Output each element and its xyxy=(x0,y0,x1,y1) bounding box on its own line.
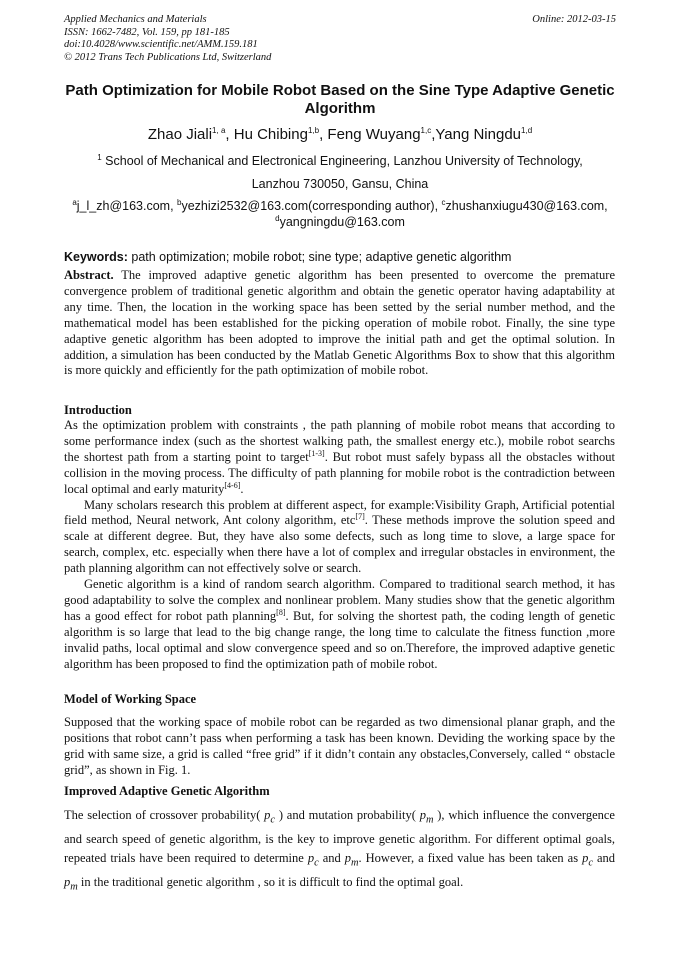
improved-body xyxy=(64,806,615,897)
paragraph xyxy=(64,418,615,498)
math-pm: $p_m$ xyxy=(344,850,359,869)
paragraph-text: . These methods improve the solution speed and scale at different degree. But, they have also some defects, such as long time to slove, a large space for search, complex, etc. especially when there have a lot of complex and irregular obstacles in environment, the path planning algorithm can not effectively solve or search. xyxy=(64,513,615,576)
paragraph-text: Genetic algorithm is a kind of random search algorithm. Compared to traditional search method, it has good adaptability to solve the complex and nonlinear problem. Many studies show that the genetic algorithm has a good effect for robot path planning xyxy=(64,577,615,623)
paragraph-text: ) and mutation probability( xyxy=(275,808,420,822)
author-emails xyxy=(40,198,640,230)
math-pc: $p_c$ xyxy=(307,850,319,869)
author-name: Hu Chibing xyxy=(233,126,308,143)
citation: [7] xyxy=(355,512,365,522)
journal-doi: doi:10.4028/www.scientific.net/AMM.159.181 xyxy=(64,39,258,50)
email-b[interactable]: yezhizi2532@163.com(corresponding author), xyxy=(181,199,442,213)
journal-header xyxy=(64,14,616,64)
paragraph-text: . But robot must safely bypass all the obstacles without collision in the moving process. The difficulty of path planning for mobile robot is the contradiction between local optimal and early maturity xyxy=(64,449,615,496)
keywords xyxy=(64,250,616,264)
email-sup: c xyxy=(441,197,446,207)
email-sup: a xyxy=(72,197,77,207)
author-name: Zhao Jiali xyxy=(147,126,213,143)
affiliation-sup: 1 xyxy=(97,152,102,162)
paragraph: Supposed that the working space of mobile robot can be regarded as two dimensional planar graph, and the positions that robot cann’t pass when performing a task has been known. Deviding the working space by the grid with same size, a grid is called “free grid” if it didn’t contain any obstacles,Conversely, called “ obstacle grid”, as shown in Fig. 1. xyxy=(64,715,615,777)
keywords-text: path optimization; mobile robot; sine type; adaptive genetic algorithm xyxy=(127,250,512,264)
citation: [1-3] xyxy=(308,448,325,458)
abstract-text: The improved adaptive genetic algorithm has been presented to overcome the premature convergence problem of traditional genetic algorithm and obtain the genetic operator having adaptability at any time. Then, the location in the working space has been setted by the serial number method, and the mathematical model has been established for the picking operation of mobile robot. Finally, the sine type adaptive genetic algorithm has been adopted to improve the initial path and get the optimal solution. In addition, a simulation has been conducted by the Matlab Genetic Algorithms Box to show that this algorithm is more quickly and efficiently for the path optimization of mobile robot. xyxy=(64,268,615,378)
paragraph-text: and xyxy=(318,850,345,865)
journal-name: Applied Mechanics and Materials xyxy=(64,14,207,25)
author-affil-sup: 1,b xyxy=(307,126,320,135)
math-pc: $p_c$ xyxy=(264,808,276,826)
math-pm: $p_m$ xyxy=(64,874,78,893)
email-d[interactable]: yangningdu@163.com xyxy=(279,215,405,229)
math-pm: $p_m$ xyxy=(419,808,434,826)
abstract-label: Abstract. xyxy=(64,268,114,282)
citation: [8] xyxy=(276,607,286,617)
paragraph xyxy=(64,806,615,897)
introduction-body xyxy=(64,418,615,673)
paragraph-text: and xyxy=(592,850,615,865)
author-affil-sup: 1, a xyxy=(212,126,226,135)
paragraph-text: . xyxy=(240,481,244,496)
affiliation-line-2: Lanzhou 730050, Gansu, China xyxy=(251,177,429,191)
paragraph-text: The selection of crossover probability( xyxy=(64,808,265,822)
email-sup: d xyxy=(275,213,280,223)
email-a[interactable]: j_l_zh@163.com, xyxy=(76,199,178,213)
model-body xyxy=(64,715,615,779)
journal-issn: ISSN: 1662-7482, Vol. 159, pp 181-185 xyxy=(64,26,230,38)
paragraph-text: in the traditional genetic algorithm , so it is difficult to find the optimal goal. xyxy=(77,874,464,889)
paragraph xyxy=(64,577,615,672)
math-pc: $p_c$ xyxy=(582,850,593,869)
keywords-label: Keywords: xyxy=(64,250,128,264)
email-c[interactable]: zhushanxiugu430@163.com, xyxy=(445,199,608,213)
paragraph-text: . However, a fixed value has been taken as xyxy=(358,850,583,865)
paper-title: Path Optimization for Mobile Robot Based on the Sine Type Adaptive Genetic Algorithm xyxy=(65,82,615,117)
citation: [4-6] xyxy=(224,480,241,490)
author-name: Feng Wuyang xyxy=(327,126,421,143)
paragraph-text: . But, for solving the shortest path, the coding length of genetic algorithm is so large that lead to the big change range, the long time to calculate the fitness function ,more invalid paths, local optimal and slow convergence speed and so on.Therefore, the improved adaptive genetic algorithm has been proposed to find the optimization path of mobile robot. xyxy=(64,608,615,671)
author-affil-sup: 1,c xyxy=(420,126,432,135)
author-affil-sup: 1,d xyxy=(521,126,533,135)
paragraph xyxy=(64,498,615,578)
section-heading-introduction: Introduction xyxy=(64,403,132,417)
section-heading-improved: Improved Adaptive Genetic Algorithm xyxy=(64,784,270,798)
affiliation-line-1 xyxy=(40,154,640,168)
email-sup: b xyxy=(177,197,182,207)
paragraph-text: ), which influence the convergence and search speed of genetic algorithm, is the key to improve genetic algorithm. For different optimal goals, repeated trials have been required to determine xyxy=(64,808,615,865)
journal-copyright: © 2012 Trans Tech Publications Ltd, Switzerland xyxy=(64,51,272,63)
online-date: Online: 2012-03-15 xyxy=(532,14,616,25)
paragraph-text: Many scholars research this problem at different aspect, for example:Visibility Graph, Artificial potential field method, Neural network, Ant colony algorithm, etc xyxy=(64,497,615,528)
affiliation-text: School of Mechanical and Electronical Engineering, Lanzhou University of Technology, xyxy=(105,154,583,168)
author-name: Yang Ningdu xyxy=(435,126,522,143)
abstract xyxy=(64,268,615,379)
author-list: Zhao Jiali$^{1, a}$, Hu Chibing$^{1,b}$, Feng Wuyang$^{1,c}$,Yang Ningdu$^{1,d}$ xyxy=(147,126,533,143)
section-heading-model: Model of Working Space xyxy=(64,692,197,706)
paragraph-text: As the optimization problem with constraints , the path planning of mobile robot means that according to some performance index (such as the shortest walking path, the smallest energy etc.), mobile robot searchs the shortest path from a starting point to target xyxy=(64,418,615,464)
